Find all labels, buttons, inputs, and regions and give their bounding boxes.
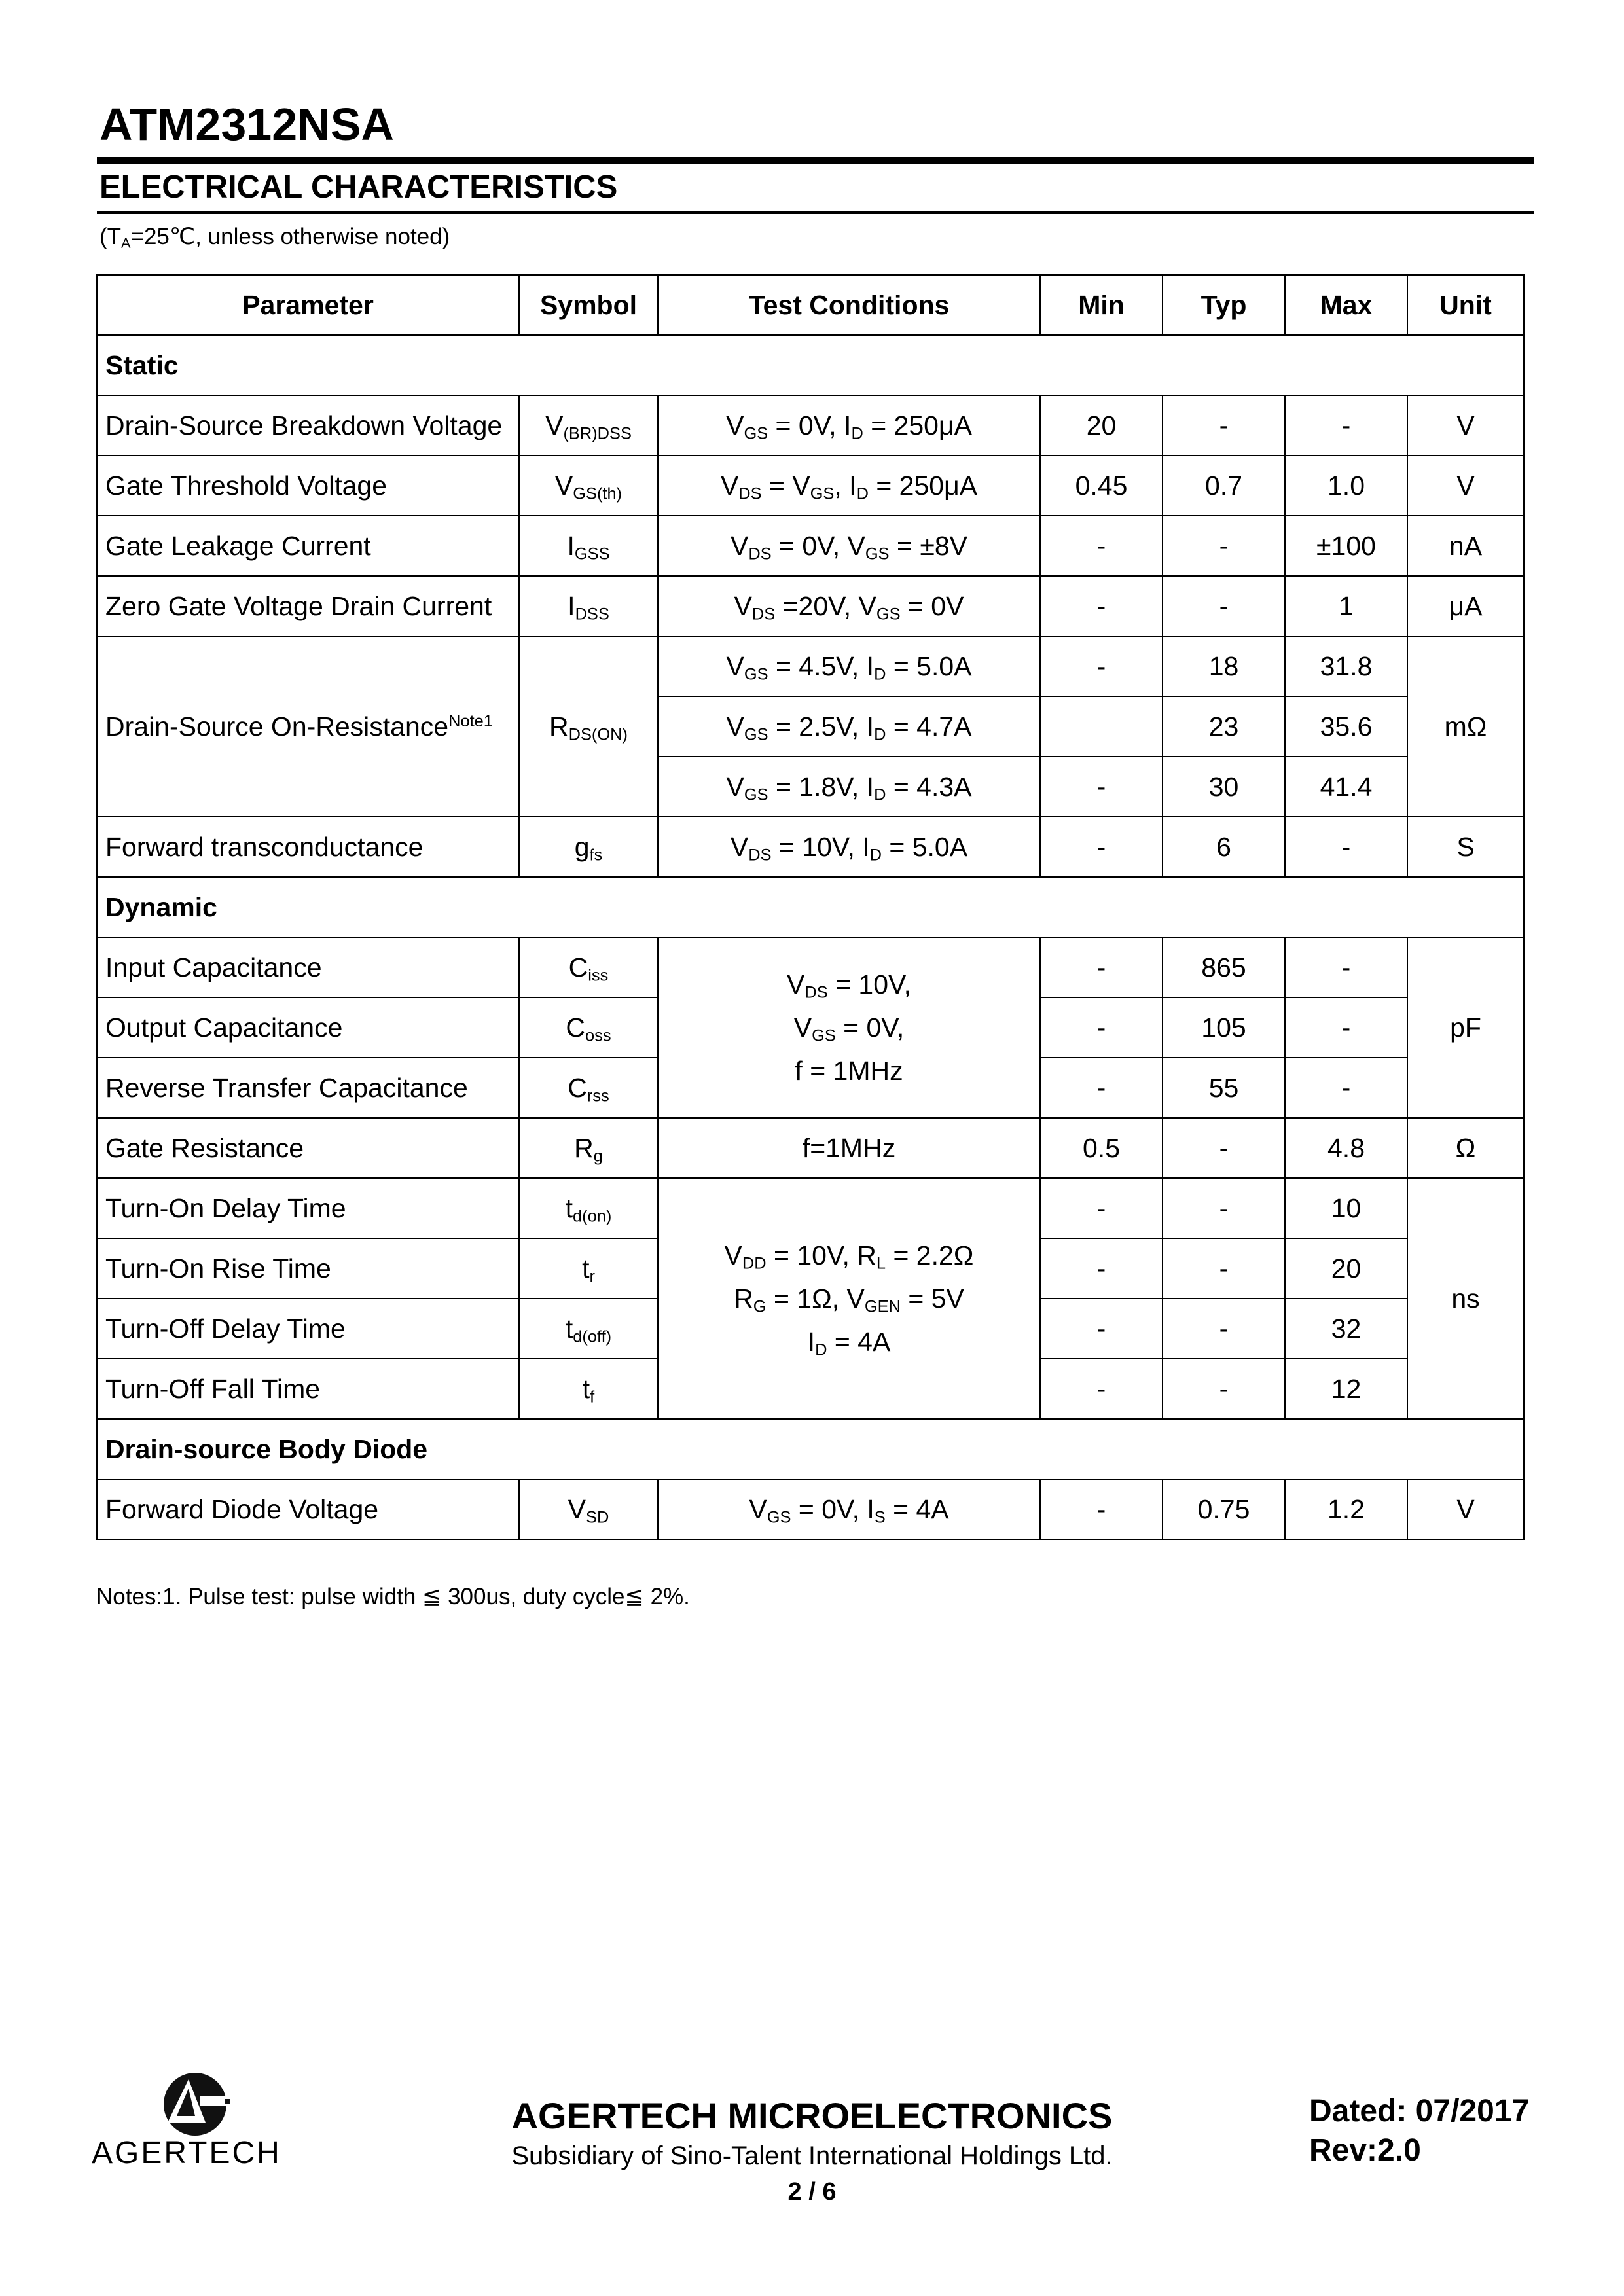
max-cell: 32 [1285, 1299, 1407, 1359]
table-header-row [97, 275, 1524, 335]
min-cell [1040, 696, 1163, 757]
max-cell: - [1285, 997, 1407, 1058]
condition-cell: $V_{DS} = 10V$, $V_{GS} = 0V$, f = 1MHz [658, 937, 1040, 1118]
typ-cell: - [1163, 1299, 1285, 1359]
typ-cell: - [1163, 1118, 1285, 1178]
section-row-static [97, 335, 1524, 395]
min-cell: - [1040, 1479, 1163, 1539]
company-name: AGERTECH MICROELECTRONICS [511, 2095, 1113, 2136]
min-cell: - [1040, 516, 1163, 576]
symbol-cell: $V_{GS(th)}$ [519, 456, 658, 516]
symbol-cell: $R_g$ [519, 1118, 658, 1178]
symbol-cell: $g_{fs}$ [519, 817, 658, 877]
typ-cell: - [1163, 395, 1285, 456]
max-cell: 10 [1285, 1178, 1407, 1238]
symbol-cell: $R_{DS(ON)}$ [519, 636, 658, 817]
max-cell: - [1285, 395, 1407, 456]
max-cell: 1 [1285, 576, 1407, 636]
condition-cell: $V_{GS} = 0V$, $I_D = 250\mu A$ [658, 395, 1040, 456]
parameter-cell: Input Capacitance [97, 937, 519, 997]
header-typ: Typ [1163, 275, 1285, 335]
header-min: Min [1040, 275, 1163, 335]
table-notes: Notes:1. Pulse test: pulse width ≦ 300us, duty cycle≦ 2%. [96, 1584, 690, 1609]
parameter-cell: Drain-Source Breakdown Voltage [97, 395, 519, 456]
symbol-cell: $I_{GSS}$ [519, 516, 658, 576]
symbol-cell: $t_{d(on)}$ [519, 1178, 658, 1238]
table-row [97, 576, 1524, 636]
typ-cell: - [1163, 1178, 1285, 1238]
parameter-cell: Turn-On Delay Time [97, 1178, 519, 1238]
parameter-cell: Turn-Off Delay Time [97, 1299, 519, 1359]
document-revision: Rev:2.0 [1309, 2133, 1421, 2168]
section-divider [97, 211, 1534, 214]
symbol-cell: $V_{SD}$ [519, 1479, 658, 1539]
condition-cell: $V_{DS} = 10V$, $I_D = 5.0A$ [658, 817, 1040, 877]
table-row [97, 937, 1524, 997]
min-cell: - [1040, 1178, 1163, 1238]
condition-cell: $V_{GS} = 4.5V$, $I_D = 5.0A$ [658, 636, 1040, 696]
min-cell: - [1040, 937, 1163, 997]
symbol-cell: $V_{(BR)DSS}$ [519, 395, 658, 456]
min-cell: - [1040, 817, 1163, 877]
max-cell: 41.4 [1285, 757, 1407, 817]
header-unit: Unit [1407, 275, 1524, 335]
symbol-cell: $t_r$ [519, 1238, 658, 1299]
unit-cell: V [1407, 395, 1524, 456]
condition-cell: $V_{DD} = 10V$, $R_L = 2.2\Omega$ $R_G = 1\Omega$, $V_{GEN} = 5V$ $I_D = 4A$ [658, 1178, 1040, 1419]
condition-cell: f=1MHz [658, 1118, 1040, 1178]
table-row [97, 395, 1524, 456]
typ-cell: - [1163, 1359, 1285, 1419]
unit-cell: V [1407, 1479, 1524, 1539]
logo-wordmark: AGERTECH [92, 2136, 281, 2170]
parameter-cell: Gate Leakage Current [97, 516, 519, 576]
unit-cell: pF [1407, 937, 1524, 1118]
section-row-dynamic [97, 877, 1524, 937]
table-row [97, 817, 1524, 877]
max-cell: 1.0 [1285, 456, 1407, 516]
parameter-cell: Gate Threshold Voltage [97, 456, 519, 516]
unit-cell: S [1407, 817, 1524, 877]
parameter-cell: Gate Resistance [97, 1118, 519, 1178]
max-cell: 4.8 [1285, 1118, 1407, 1178]
max-cell: 20 [1285, 1238, 1407, 1299]
unit-cell: nA [1407, 516, 1524, 576]
unit-cell: ns [1407, 1178, 1524, 1419]
electrical-characteristics-table [96, 274, 1525, 1540]
max-cell: 1.2 [1285, 1479, 1407, 1539]
symbol-cell: $I_{DSS}$ [519, 576, 658, 636]
unit-cell: Ω [1407, 1118, 1524, 1178]
symbol-cell: $C_{oss}$ [519, 997, 658, 1058]
min-cell: 20 [1040, 395, 1163, 456]
min-cell: - [1040, 576, 1163, 636]
table-row [97, 516, 1524, 576]
min-cell: - [1040, 1299, 1163, 1359]
typ-cell: 0.75 [1163, 1479, 1285, 1539]
parameter-cell: Output Capacitance [97, 997, 519, 1058]
table-row [97, 456, 1524, 516]
parameter-cell: Forward transconductance [97, 817, 519, 877]
min-cell: - [1040, 636, 1163, 696]
symbol-cell: $C_{rss}$ [519, 1058, 658, 1118]
max-cell: - [1285, 817, 1407, 877]
parameter-cell: Zero Gate Voltage Drain Current [97, 576, 519, 636]
symbol-cell: $C_{iss}$ [519, 937, 658, 997]
section-title: ELECTRICAL CHARACTERISTICS [99, 170, 618, 205]
typ-cell: 55 [1163, 1058, 1285, 1118]
unit-cell: μA [1407, 576, 1524, 636]
table-row [97, 1118, 1524, 1178]
parameter-cell: Turn-On Rise Time [97, 1238, 519, 1299]
max-cell: - [1285, 1058, 1407, 1118]
typ-cell: - [1163, 516, 1285, 576]
section-label: Static [97, 335, 1524, 395]
table-row [97, 636, 1524, 696]
typ-cell: 105 [1163, 997, 1285, 1058]
header-test-conditions: Test Conditions [658, 275, 1040, 335]
page-number: 2 / 6 [787, 2178, 837, 2206]
parameter-cell: Reverse Transfer Capacitance [97, 1058, 519, 1118]
condition-cell: $V_{GS} = 2.5V$, $I_D = 4.7A$ [658, 696, 1040, 757]
condition-cell: $V_{DS} = V_{GS}$, $I_D = 250\mu A$ [658, 456, 1040, 516]
typ-cell: 30 [1163, 757, 1285, 817]
typ-cell: 23 [1163, 696, 1285, 757]
condition-cell: $V_{GS} = 0V$, $I_S = 4A$ [658, 1479, 1040, 1539]
max-cell: 35.6 [1285, 696, 1407, 757]
unit-cell: V [1407, 456, 1524, 516]
min-cell: - [1040, 997, 1163, 1058]
section-label: Dynamic [97, 877, 1524, 937]
max-cell: - [1285, 937, 1407, 997]
section-row-diode [97, 1419, 1524, 1479]
symbol-cell: $t_{d(off)}$ [519, 1299, 658, 1359]
min-cell: - [1040, 1359, 1163, 1419]
parameter-cell: Turn-Off Fall Time [97, 1359, 519, 1419]
min-cell: - [1040, 1058, 1163, 1118]
document-date: Dated: 07/2017 [1309, 2094, 1530, 2128]
typ-cell: 18 [1163, 636, 1285, 696]
table-row [97, 1178, 1524, 1238]
table-row [97, 1479, 1524, 1539]
typ-cell: 865 [1163, 937, 1285, 997]
max-cell: ±100 [1285, 516, 1407, 576]
company-subsidiary: Subsidiary of Sino-Talent International Holdings Ltd. [511, 2142, 1113, 2170]
typ-cell: - [1163, 576, 1285, 636]
min-cell: - [1040, 757, 1163, 817]
condition-cell: $V_{DS} =20V$, $V_{GS} = 0V$ [658, 576, 1040, 636]
section-label: Drain-source Body Diode [97, 1419, 1524, 1479]
header-max: Max [1285, 275, 1407, 335]
typ-cell: 6 [1163, 817, 1285, 877]
condition-cell: $V_{DS} = 0V$, $V_{GS} = \pm 8V$ [658, 516, 1040, 576]
max-cell: 31.8 [1285, 636, 1407, 696]
max-cell: 12 [1285, 1359, 1407, 1419]
min-cell: 0.45 [1040, 456, 1163, 516]
symbol-cell: $t_f$ [519, 1359, 658, 1419]
typ-cell: 0.7 [1163, 456, 1285, 516]
condition-cell: $V_{GS} = 1.8V$, $I_D = 4.3A$ [658, 757, 1040, 817]
parameter-cell: Drain-Source On-Resistance$^{Note1}$ [97, 636, 519, 817]
conditions-note: ($T_A=25℃$, unless otherwise noted) [99, 224, 450, 251]
title-divider [97, 157, 1534, 164]
min-cell: 0.5 [1040, 1118, 1163, 1178]
parameter-cell: Forward Diode Voltage [97, 1479, 519, 1539]
document-title: ATM2312NSA [99, 99, 394, 150]
header-symbol: Symbol [519, 275, 658, 335]
header-parameter: Parameter [97, 275, 519, 335]
min-cell: - [1040, 1238, 1163, 1299]
typ-cell: - [1163, 1238, 1285, 1299]
unit-cell: mΩ [1407, 636, 1524, 817]
